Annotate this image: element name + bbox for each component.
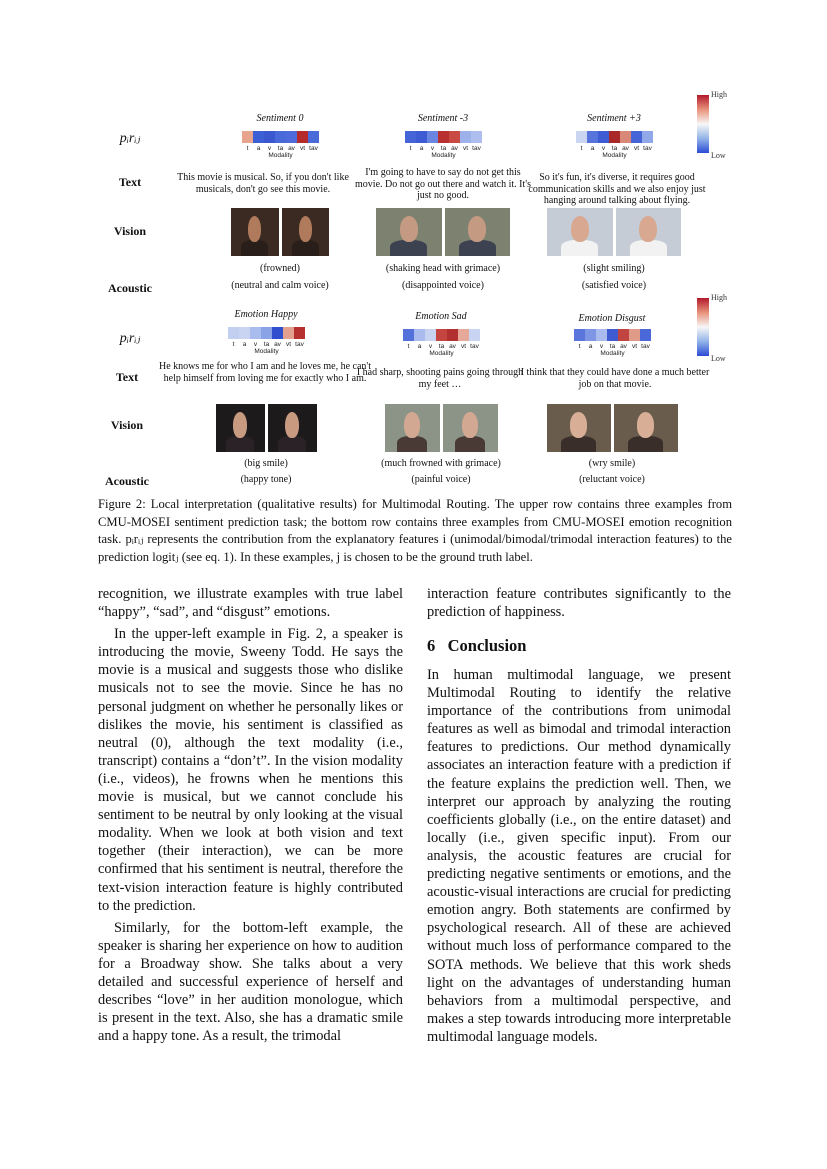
paragraph: interaction feature contributes significantly to the prediction of happiness.: [427, 586, 731, 621]
heatmap-cell: [264, 131, 275, 143]
video-frames: [385, 404, 498, 452]
tick-label: a: [588, 343, 593, 350]
right-column: [427, 585, 731, 621]
tick-label: vt: [460, 343, 467, 350]
heatmap-cell: [253, 131, 264, 143]
heatmap-cell: [458, 329, 469, 341]
modality-axis-label: Modality: [431, 152, 456, 159]
tick-label: av: [274, 341, 281, 348]
vision-annotation: (much frowned with grimace): [381, 458, 501, 469]
colorbar-low-label: Low: [711, 151, 726, 160]
paragraph: In the upper-left example in Fig. 2, a speaker is introducing the movie, Sweeny Todd. He says the movie is a musical and suggests those who dislike musicals not to see the movie. Since he has no personal judgment on whether he personally likes or dislikes the movie, his sentiment is classified as neutral (0), although the text modality (i.e., transcript) contains a “don’t”. In the vision modality (i.e., videos), he frowns when he mentions this movie is musical, but we cannot conclude his sentiment to be neutral by only looking at the visual modality. When we look at both vision and text together (their interaction), we can be more confirmed that his sentiment is neutral, therefore the text-vision interaction feature is highly contributed to the prediction.: [98, 626, 403, 914]
tick-label: ta: [263, 341, 270, 348]
heatmap-cell: [283, 327, 294, 339]
tick-label: vt: [299, 145, 306, 152]
vision-annotation: (slight smiling): [583, 263, 645, 274]
paragraph: recognition, we illustrate examples with true label “happy”, “sad”, and “disgust” emotions.: [98, 586, 403, 621]
right-column-body: [427, 666, 731, 1046]
vision-annotation: (shaking head with grimace): [385, 263, 501, 274]
tick-label: vt: [462, 145, 469, 152]
modality-axis-label: Modality: [268, 152, 293, 159]
heatmap-cell: [607, 329, 618, 341]
tick-label: v: [428, 343, 433, 350]
vision-row-label: Vision: [113, 224, 147, 238]
colorbar-high-label: High: [711, 90, 727, 99]
video-frame-image: [547, 404, 611, 452]
heatmap-cell: [449, 131, 460, 143]
heatmap-cell: [618, 329, 629, 341]
routing-heatmap: [574, 329, 651, 341]
acoustic-row-label: Acoustic: [105, 474, 149, 488]
routing-heatmap: [405, 131, 482, 143]
heatmap-cell: [609, 131, 620, 143]
heatmap-cell: [275, 131, 286, 143]
example-title: Sentiment +3: [587, 113, 641, 124]
video-frame-image: [547, 208, 613, 256]
acoustic-row-label: Acoustic: [108, 281, 152, 295]
modality-ticks: [574, 343, 651, 350]
modality-ticks: [405, 145, 482, 152]
routing-coef-label: pᵢrᵢⱼ: [119, 131, 141, 146]
transcript-text: So it's fun, it's diverse, it requires good communication skills and we also enjoy just hanging around talking about flying.: [528, 172, 706, 206]
heatmap-cell: [416, 131, 427, 143]
tick-label: a: [417, 343, 422, 350]
colorbar-low-label: Low: [711, 354, 726, 363]
heatmap-cell: [631, 131, 642, 143]
tick-label: ta: [277, 145, 284, 152]
text-row-label: Text: [118, 175, 142, 189]
tick-label: ta: [611, 145, 618, 152]
heatmap-cell: [242, 131, 253, 143]
tick-label: t: [232, 341, 235, 348]
modality-ticks: [403, 343, 480, 350]
transcript-text: I had sharp, shooting pains going through my feet …: [356, 367, 524, 390]
section-heading: [427, 636, 526, 656]
tick-label: av: [288, 145, 295, 152]
acoustic-annotation: (disappointed voice): [402, 280, 484, 291]
modality-ticks: [228, 341, 305, 348]
acoustic-annotation: (happy tone): [240, 474, 292, 485]
heatmap-cell: [629, 329, 640, 341]
section-number: 6: [427, 636, 436, 655]
modality-axis-label: Modality: [602, 152, 627, 159]
video-frames: [547, 404, 678, 452]
example-title: Emotion Happy: [234, 309, 298, 320]
transcript-text: I think that they could have done a much better job on that movie.: [520, 367, 710, 390]
heatmap-cell: [585, 329, 596, 341]
tick-label: t: [407, 343, 410, 350]
video-frame-image: [268, 404, 317, 452]
tick-label: v: [253, 341, 258, 348]
transcript-text: I'm going to have to say do not get this movie. Do not go out there and watch it. It's just no good.: [355, 167, 531, 201]
heatmap-cell: [438, 131, 449, 143]
acoustic-annotation: (satisfied voice): [581, 280, 647, 291]
video-frame-image: [385, 404, 440, 452]
example-title: Sentiment 0: [256, 113, 304, 124]
heatmap-cell: [297, 131, 308, 143]
colorbar-bottom: [697, 298, 709, 356]
video-frame-image: [376, 208, 442, 256]
video-frame-image: [231, 208, 279, 256]
text-row-label: Text: [115, 370, 139, 384]
example-title: Emotion Sad: [415, 311, 467, 322]
heatmap-cell: [587, 131, 598, 143]
heatmap-cell: [414, 329, 425, 341]
colorbar-high-label: High: [711, 293, 727, 302]
video-frames: [376, 208, 510, 256]
heatmap-cell: [403, 329, 414, 341]
heatmap-cell: [239, 327, 250, 339]
modality-ticks: [242, 145, 319, 152]
routing-coef-label: pᵢrᵢⱼ: [119, 331, 141, 346]
heatmap-cell: [425, 329, 436, 341]
heatmap-cell: [620, 131, 631, 143]
heatmap-cell: [405, 131, 416, 143]
modality-ticks: [576, 145, 653, 152]
tick-label: a: [590, 145, 595, 152]
tick-label: ta: [438, 343, 445, 350]
transcript-text: This movie is musical. So, if you don't like musicals, don't go see this movie.: [177, 172, 349, 195]
paragraph: In human multimodal language, we present Multimodal Routing to identify the relative importance of the contributions from unimodal features as well as bimodal and trimodal interaction features to predictions. Our method dynamically associates an interaction feature with a prediction if the feature explains the prediction well. Then, we interpret our approach by analyzing the routing coefficients globally (i.e., on the entire dataset) and locally (i.e., given specific input). From our analysis, the acoustic features are crucial for predicting negative sentiments or emotions, and the acoustic-visual interactions are crucial for predicting emotion angry. Both statements are confirmed by psychological research. All of these are achieved without much loss of performance compared to the SOTA methods. We believe that this work sheds light on the advantages of understanding human behaviors from a multimodal perspective, and makes a step towards introducing more interpretable multimodal language models.: [427, 667, 731, 1045]
acoustic-annotation: (neutral and calm voice): [231, 280, 329, 291]
tick-label: a: [242, 341, 247, 348]
heatmap-cell: [294, 327, 305, 339]
example-title: Emotion Disgust: [578, 313, 646, 324]
acoustic-annotation: (reluctant voice): [579, 474, 645, 485]
routing-heatmap: [403, 329, 480, 341]
video-frame-image: [443, 404, 498, 452]
video-frames: [231, 208, 329, 256]
tick-label: vt: [631, 343, 638, 350]
routing-heatmap: [228, 327, 305, 339]
video-frame-image: [216, 404, 265, 452]
heatmap-cell: [642, 131, 653, 143]
video-frames: [216, 404, 317, 452]
tick-label: av: [622, 145, 629, 152]
heatmap-cell: [598, 131, 609, 143]
vision-row-label: Vision: [110, 418, 144, 432]
tick-label: ta: [609, 343, 616, 350]
heatmap-cell: [576, 131, 587, 143]
tick-label: ta: [440, 145, 447, 152]
figure-caption: Figure 2: Local interpretation (qualitative results) for Multimodal Routing. The upper row contains three examples from CMU-MOSEI sentiment prediction task; the bottom row contains three examples from CMU-MOSEI emotion recognition task. pᵢrᵢⱼ represents the contribution from the explanatory features i (unimodal/bimodal/trimodal interaction features) to the prediction logitⱼ (see eq. 1). In these examples, j is chosen to be the ground truth label.: [98, 497, 732, 564]
tick-label: v: [601, 145, 606, 152]
section-title: Conclusion: [447, 636, 527, 655]
tick-label: vt: [285, 341, 292, 348]
acoustic-annotation: (painful voice): [411, 474, 471, 485]
tick-label: tav: [643, 145, 652, 152]
tick-label: av: [449, 343, 456, 350]
modality-axis-label: Modality: [254, 348, 279, 355]
video-frame-image: [445, 208, 511, 256]
colorbar-top: [697, 95, 709, 153]
tick-label: tav: [472, 145, 481, 152]
example-title: Sentiment -3: [417, 113, 469, 124]
paragraph: Similarly, for the bottom-left example, the speaker is sharing her experience on how to audition for a Broadway show. She talks about a very detailed and successful experience of herself and describes “love” in her audition monologue, which is present in the text. Also, she has a dramatic smile and a happy tone. As a result, the trimodal: [98, 919, 403, 1045]
tick-label: t: [409, 145, 412, 152]
modality-axis-label: Modality: [600, 350, 625, 357]
tick-label: v: [430, 145, 435, 152]
video-frame-image: [616, 208, 682, 256]
heatmap-cell: [427, 131, 438, 143]
heatmap-cell: [640, 329, 651, 341]
heatmap-cell: [596, 329, 607, 341]
tick-label: tav: [309, 145, 318, 152]
routing-heatmap: [576, 131, 653, 143]
heatmap-cell: [286, 131, 297, 143]
tick-label: v: [599, 343, 604, 350]
heatmap-cell: [447, 329, 458, 341]
heatmap-cell: [471, 131, 482, 143]
routing-heatmap: [242, 131, 319, 143]
left-column: [98, 585, 403, 1045]
tick-label: tav: [295, 341, 304, 348]
transcript-text: He knows me for who I am and he loves me, he can't help himself from loving me for exactly who I am.: [158, 361, 372, 384]
heatmap-cell: [272, 327, 283, 339]
vision-annotation: (frowned): [260, 263, 300, 274]
tick-label: av: [620, 343, 627, 350]
video-frame-image: [614, 404, 678, 452]
heatmap-cell: [469, 329, 480, 341]
tick-label: a: [256, 145, 261, 152]
video-frames: [547, 208, 681, 256]
tick-label: v: [267, 145, 272, 152]
tick-label: a: [419, 145, 424, 152]
heatmap-cell: [574, 329, 585, 341]
tick-label: tav: [641, 343, 650, 350]
vision-annotation: (big smile): [244, 458, 288, 469]
heatmap-cell: [228, 327, 239, 339]
tick-label: av: [451, 145, 458, 152]
modality-axis-label: Modality: [429, 350, 454, 357]
heatmap-cell: [460, 131, 471, 143]
tick-label: t: [580, 145, 583, 152]
heatmap-cell: [308, 131, 319, 143]
tick-label: t: [578, 343, 581, 350]
heatmap-cell: [261, 327, 272, 339]
vision-annotation: (wry smile): [588, 458, 636, 469]
heatmap-cell: [436, 329, 447, 341]
tick-label: t: [246, 145, 249, 152]
tick-label: tav: [470, 343, 479, 350]
heatmap-cell: [250, 327, 261, 339]
video-frame-image: [282, 208, 330, 256]
tick-label: vt: [633, 145, 640, 152]
